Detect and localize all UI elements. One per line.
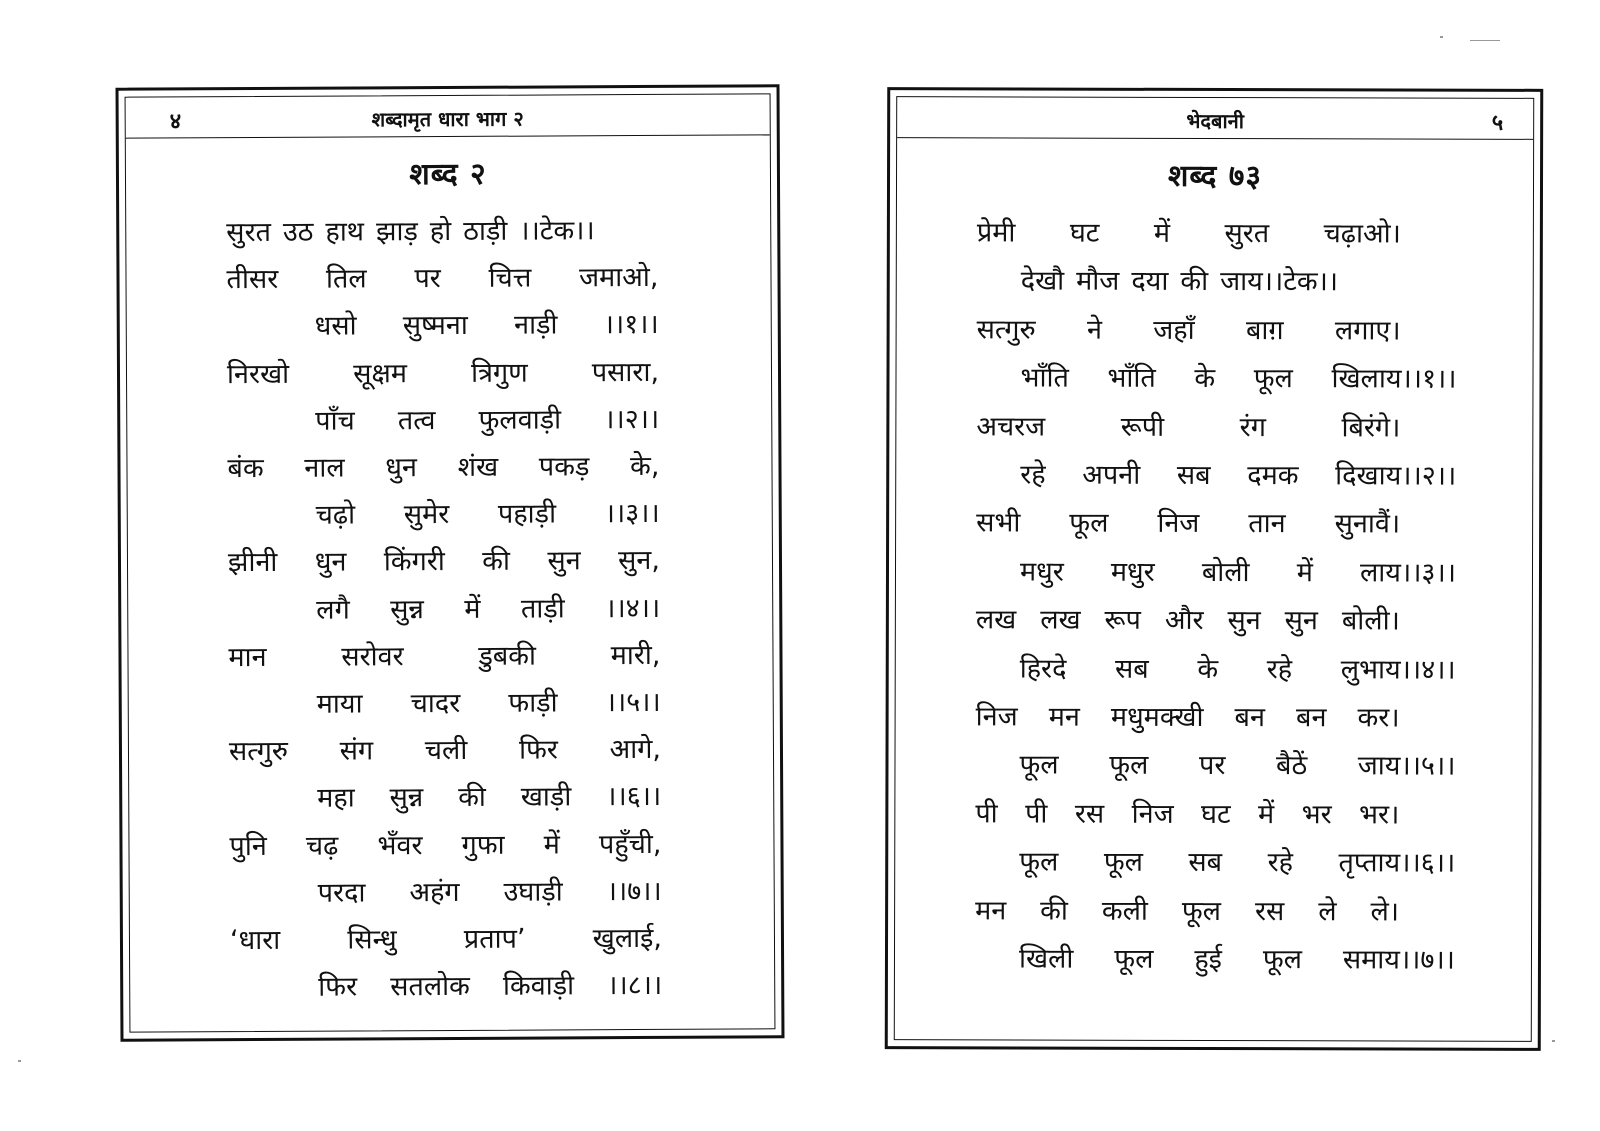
- verse-word: सत्गुरु: [976, 314, 1036, 346]
- verse-word: फूल: [1069, 508, 1109, 540]
- left-running-title: शब्दामृत धारा भाग २: [371, 106, 524, 132]
- verse-word: खुलाई,: [592, 922, 663, 955]
- verse-line: [976, 696, 1400, 734]
- verse-word: सुन: [1227, 605, 1261, 637]
- verse-word: शंख: [457, 451, 499, 483]
- verse-word: माया: [316, 688, 363, 720]
- verse-word: पी: [1025, 798, 1048, 830]
- verse-word: बंक: [227, 452, 264, 485]
- right-page-number: ५: [1491, 110, 1504, 136]
- verse-word: झाड़: [375, 216, 418, 248]
- verse-word: तृप्ताय।।६।।: [1338, 847, 1456, 879]
- verse-line: [1020, 358, 1456, 396]
- verse-line: [976, 503, 1400, 541]
- verse-word: भाँति: [1107, 362, 1156, 395]
- verse-word: निज: [1157, 508, 1200, 540]
- verse-word: रस: [1074, 798, 1105, 830]
- verse-word: मधुर: [1110, 556, 1155, 588]
- left-page-number: ४: [169, 109, 182, 135]
- verse-word: ।।५।।: [605, 686, 661, 719]
- verse-word: सतलोक: [390, 971, 470, 1003]
- scan-speck: [1470, 40, 1500, 41]
- verse-word: सुन्न: [390, 593, 424, 625]
- verse-line: [317, 776, 661, 815]
- verse-word: चित्त: [488, 262, 532, 294]
- verse-word: सत्गुरु: [228, 736, 289, 768]
- verse-word: खिलाय।।१।।: [1331, 363, 1457, 395]
- verse-line: [976, 600, 1400, 638]
- verse-word: हिरदे: [1019, 653, 1067, 685]
- verse-word: की: [458, 782, 486, 814]
- verse-word: में: [1153, 217, 1171, 249]
- verse-word: सुष्मना: [402, 310, 468, 342]
- verse-word: तत्व: [397, 404, 436, 437]
- verse-word: दमक: [1247, 460, 1299, 492]
- verse-word: खिली: [1018, 943, 1074, 975]
- verse-line: [976, 406, 1400, 444]
- verse-word: त्रिगुण: [470, 357, 528, 389]
- scan-speck: [1440, 36, 1443, 38]
- verse-word: फूल: [1103, 846, 1144, 879]
- verse-word: चढ़ाओ।: [1323, 218, 1401, 250]
- verse-word: निज: [975, 701, 1018, 733]
- verse-word: निज: [1131, 798, 1174, 830]
- verse-word: ।।४।।: [605, 592, 661, 624]
- verse-word: सुन: [1284, 605, 1318, 637]
- verse-line: [975, 890, 1399, 928]
- right-page: [885, 87, 1544, 1051]
- verse-word: जमाओ,: [579, 262, 659, 294]
- right-shabd-title: शब्द ७३: [1167, 158, 1263, 195]
- verse-word: घट: [1069, 217, 1100, 249]
- verse-word: सब: [1176, 459, 1211, 491]
- verse-line: [318, 871, 662, 910]
- verse-word: कर।: [1357, 702, 1400, 734]
- verse-word: निरखो: [226, 358, 290, 390]
- verse-word: पसारा,: [591, 356, 660, 388]
- verse-word: पर: [414, 263, 441, 295]
- verse-line: [1019, 842, 1455, 880]
- verse-word: पकड़: [538, 451, 590, 483]
- verse-word: पहाड़ी: [497, 498, 557, 530]
- verse-word: मधुर: [1019, 556, 1064, 588]
- verse-word: जाय।।५।।: [1357, 750, 1456, 783]
- verse-line: [315, 304, 659, 343]
- verse-word: बोली।: [1341, 605, 1400, 637]
- verse-word: ‘धारा: [229, 924, 281, 957]
- verse-word: किवाड़ी: [502, 970, 575, 1002]
- verse-word: रस: [1254, 895, 1285, 927]
- verse-word: रहे: [1266, 653, 1293, 685]
- verse-word: डुबकी: [478, 640, 537, 672]
- verse-word: में: [464, 593, 481, 625]
- verse-word: ।।७।।: [606, 875, 662, 907]
- right-verses: [897, 212, 1533, 976]
- verse-word: झीनी: [227, 547, 278, 579]
- verse-line: [227, 351, 659, 390]
- verse-word: उठ: [282, 216, 314, 248]
- left-verses: [126, 209, 770, 1003]
- verse-word: की: [1180, 266, 1209, 298]
- verse-word: तान: [1248, 508, 1286, 540]
- verse-word: ले।: [1370, 896, 1400, 928]
- verse-word: फूल: [1181, 895, 1222, 927]
- verse-word: सुन: [547, 545, 581, 577]
- verse-line: [1020, 551, 1456, 589]
- verse-word: में: [1296, 557, 1313, 589]
- verse-word: और: [1164, 605, 1204, 637]
- verse-word: ठाड़ी: [463, 215, 508, 247]
- verse-line: [229, 729, 661, 768]
- verse-word: धसो: [314, 310, 357, 343]
- verse-word: जाय।।टेक।।: [1220, 266, 1339, 298]
- verse-word: ।।८।।: [607, 970, 663, 1002]
- right-running-title: भेदबानी: [1186, 108, 1244, 134]
- verse-word: लाय।।३।।: [1359, 557, 1456, 589]
- verse-word: लगाए।: [1334, 315, 1401, 347]
- left-shabd-title: शब्द २: [409, 156, 487, 193]
- verse-word: किंगरी: [383, 546, 445, 578]
- verse-word: फूल: [1253, 363, 1293, 395]
- verse-word: मधुमक्खी: [1110, 701, 1204, 733]
- verse-word: भाँति: [1020, 362, 1069, 394]
- verse-word: फुलवाड़ी: [478, 404, 562, 436]
- verse-word: ले: [1318, 895, 1337, 927]
- verse-word: घट: [1201, 798, 1231, 830]
- verse-word: उघाड़ी: [503, 876, 563, 908]
- verse-word: की: [482, 546, 511, 578]
- verse-word: हो: [429, 215, 452, 248]
- verse-word: के,: [630, 450, 660, 483]
- verse-word: रंग: [1239, 411, 1266, 443]
- verse-word: आगे,: [609, 734, 662, 766]
- verse-word: ने: [1086, 314, 1103, 346]
- verse-word: पुनि: [229, 830, 267, 862]
- verse-line: [228, 635, 660, 674]
- verse-word: फूल: [1109, 750, 1149, 782]
- verse-line: [1020, 648, 1456, 686]
- verse-line: [315, 399, 659, 438]
- verse-line: [226, 257, 658, 296]
- verse-word: सिन्धु: [347, 924, 397, 956]
- verse-word: फूल: [1019, 846, 1059, 878]
- verse-word: ।।टेक।।: [519, 215, 595, 247]
- verse-word: सरोवर: [341, 641, 404, 673]
- verse-word: हाथ: [325, 216, 365, 248]
- verse-line: [1019, 745, 1455, 783]
- verse-word: में: [543, 829, 560, 861]
- verse-line: [316, 587, 660, 626]
- verse-word: बाग़: [1245, 314, 1284, 346]
- verse-word: सुरत: [226, 216, 272, 249]
- verse-word: सूक्षम: [353, 357, 408, 390]
- verse-line: [228, 540, 660, 579]
- verse-word: ।।२।।: [604, 403, 660, 435]
- verse-word: सुन,: [618, 545, 661, 577]
- verse-word: लगै: [316, 594, 350, 626]
- verse-word: समाय।।७।।: [1342, 944, 1455, 976]
- verse-word: पर: [1198, 750, 1226, 782]
- verse-word: दिखाय।।२।।: [1335, 460, 1457, 492]
- verse-word: ।।६।।: [606, 781, 662, 813]
- verse-line: [230, 918, 662, 957]
- verse-word: लुभाय।।४।।: [1340, 653, 1456, 686]
- verse-word: गुफा: [461, 829, 505, 861]
- verse-word: दया: [1131, 266, 1169, 298]
- verse-word: खाड़ी: [520, 781, 572, 814]
- verse-word: पाँच: [315, 405, 355, 437]
- verse-word: संग: [339, 735, 374, 767]
- verse-line: [1019, 938, 1455, 976]
- verse-word: सब: [1115, 653, 1149, 685]
- verse-word: रूप: [1104, 604, 1141, 636]
- verse-word: फूल: [1114, 943, 1154, 975]
- verse-word: तीसर: [226, 264, 279, 296]
- verse-word: नाड़ी: [513, 309, 558, 342]
- verse-word: में: [1258, 798, 1275, 830]
- verse-word: बोली: [1201, 556, 1250, 588]
- verse-line: [227, 446, 659, 485]
- verse-word: कली: [1101, 895, 1148, 927]
- verse-line: [316, 493, 660, 532]
- scan-speck: [1552, 1040, 1555, 1042]
- verse-word: हुई: [1194, 943, 1222, 976]
- verse-word: जहाँ: [1153, 314, 1195, 346]
- verse-word: सब: [1188, 847, 1223, 879]
- right-page-header: [897, 97, 1533, 140]
- verse-word: फिर: [518, 734, 558, 766]
- verse-word: फूल: [1019, 749, 1059, 781]
- verse-word: प्रेमी: [976, 217, 1016, 249]
- verse-line: [226, 210, 595, 249]
- verse-line: [1020, 454, 1456, 492]
- verse-word: सुनावैं।: [1334, 508, 1401, 540]
- verse-word: परदा: [317, 877, 366, 909]
- left-page: [116, 84, 785, 1041]
- verse-word: बन: [1296, 702, 1327, 734]
- verse-word: भर: [1301, 799, 1332, 831]
- scan-speck: [18, 1060, 21, 1062]
- verse-line: [977, 309, 1401, 347]
- verse-word: फिर: [318, 971, 358, 1003]
- verse-word: बैठें: [1276, 750, 1308, 782]
- verse-word: बिरंगे।: [1341, 411, 1401, 444]
- verse-word: मन: [975, 894, 1007, 927]
- verse-line: [977, 212, 1401, 250]
- verse-word: तिल: [325, 263, 367, 295]
- verse-line: [229, 823, 661, 862]
- verse-word: प्रताप’: [463, 923, 526, 955]
- verse-word: मौज: [1076, 266, 1120, 298]
- verse-word: रूपी: [1120, 411, 1165, 443]
- verse-word: अपनी: [1082, 459, 1141, 491]
- verse-word: लख: [975, 604, 1017, 636]
- verse-word: सुन्न: [389, 782, 424, 814]
- verse-line: [975, 793, 1399, 831]
- verse-word: के: [1197, 653, 1219, 685]
- verse-word: रहे: [1267, 847, 1294, 879]
- verse-word: लख: [1040, 604, 1081, 636]
- verse-word: सुमेर: [403, 499, 450, 531]
- verse-word: चली: [424, 735, 468, 767]
- verse-word: चढ़ो: [315, 499, 356, 531]
- verse-word: चढ़: [305, 830, 339, 862]
- verse-word: फूल: [1262, 944, 1303, 976]
- verse-word: मन: [1048, 701, 1080, 733]
- verse-word: अचरज: [976, 410, 1046, 443]
- verse-word: भर।: [1359, 799, 1400, 831]
- verse-word: रहे: [1020, 459, 1046, 491]
- verse-word: भँवर: [377, 829, 423, 861]
- left-page-frame: [125, 93, 776, 1032]
- verse-word: ।।३।।: [604, 498, 660, 530]
- verse-line: [1021, 261, 1338, 299]
- verse-word: फाड़ी: [508, 687, 558, 719]
- verse-word: धुन: [385, 452, 418, 484]
- verse-word: मारी,: [610, 639, 661, 671]
- verse-word: महा: [317, 782, 355, 815]
- verse-line: [318, 965, 662, 1004]
- verse-line: [317, 682, 661, 721]
- verse-word: अहंग: [409, 876, 460, 909]
- verse-word: के: [1194, 363, 1216, 395]
- verse-word: की: [1040, 895, 1068, 927]
- right-page-frame: [894, 96, 1534, 1042]
- verse-word: देखौ: [1020, 265, 1065, 297]
- verse-word: पी: [975, 798, 998, 830]
- verse-word: धुन: [314, 546, 347, 579]
- verse-word: ।।१।।: [603, 309, 659, 341]
- verse-word: सुरत: [1224, 218, 1270, 250]
- verse-word: मान: [228, 641, 267, 673]
- left-page-header: [126, 94, 770, 138]
- verse-word: सभी: [976, 507, 1021, 539]
- verse-word: ताड़ी: [520, 592, 565, 625]
- verse-word: बन: [1234, 702, 1266, 734]
- verse-word: पहुँची,: [598, 828, 662, 860]
- verse-word: चादर: [410, 687, 461, 720]
- verse-word: नाल: [304, 452, 345, 484]
